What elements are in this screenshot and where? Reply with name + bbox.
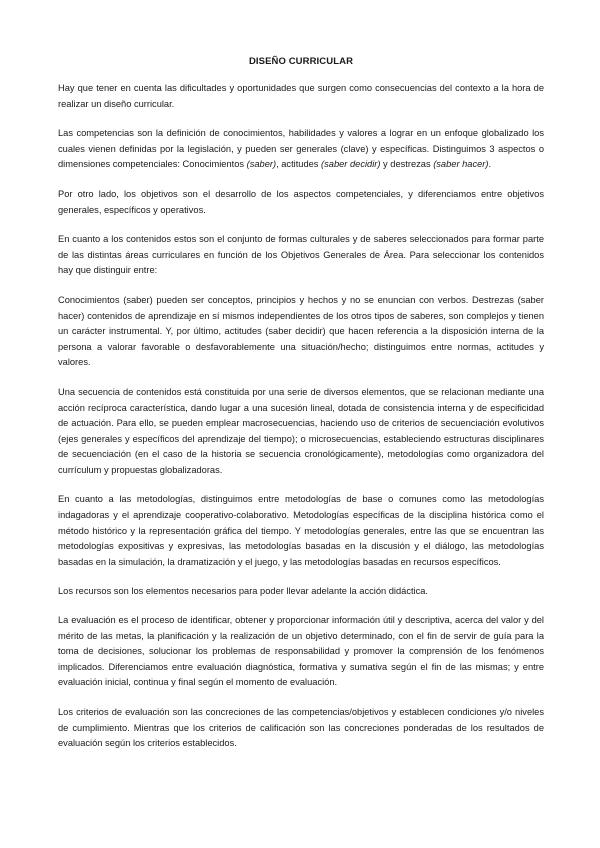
paragraph-competencias-text-4: .: [488, 159, 492, 170]
paragraph-criterios: Los criterios de evaluación son las concreciones de las competencias/objetivos y establecen condiciones y/o niveles de cumplimiento. Mientras que los criterios de calificación son las concreciones ponderadas de los resultados de evaluación según los criterios establecidos.: [58, 707, 544, 749]
paragraph-tipos-contenidos: Conocimientos (saber) pueden ser conceptos, principios y hechos y no se enuncian con verbos. Destrezas (saber hacer) contenidos de aprendizaje en sí mismos independientes de los otros tipos de saberes, son complejos y tienen un carácter instrumental. Y, por último, actitudes (saber decidir) que hacen referencia a la disposición interna de la persona a valorar favorable o desfavorablemente una situación/hecho; distinguimos entre normas, actitudes y valores.: [58, 294, 544, 368]
emphasis-saber-decidir: (saber decidir): [321, 159, 381, 170]
emphasis-saber: (saber): [246, 159, 277, 170]
paragraph-metodologias: En cuanto a las metodologías, distinguimos entre metodologías de base o comunes como las metodologías indagadoras y el aprendizaje cooperativo-colaborativo. Metodologías específicas de la disciplina histórica como el método histórico y la representación gráfica del tiempo. Y metodologías generales, entre las que se encuentran las metodologías expositivas y expresivas, las metodologías basadas en la discusión y el diálogo, las metodologías basadas en la simulación, la dramatización y el juego, y las metodologías basadas en recursos específicos.: [58, 494, 544, 567]
paragraph-objetivos: Por otro lado, los objetivos son el desarrollo de los aspectos competenciales, y diferenciamos entre objetivos generales, específicos y operativos.: [58, 188, 544, 215]
paragraph-context: Hay que tener en cuenta las dificultades y oportunidades que surgen como consecuencias del contexto a la hora de realizar un diseño curricular.: [58, 83, 544, 109]
paragraph-recursos: Los recursos son los elementos necesarios para poder llevar adelante la acción didáctica.: [58, 586, 429, 597]
emphasis-saber-hacer: (saber hacer): [433, 159, 489, 170]
paragraph-competencias-text-1: Las competencias son la definición de conocimientos, habilidades y valores a lograr en un enfoque globalizado los cuales vienen definidas por la legislación, y pueden ser generales (clave) y específicas. Distinguimos 3 aspectos o dimensiones competenciales: Conocimientos: [58, 128, 544, 170]
document-title: DISEÑO CURRICULAR: [248, 56, 354, 67]
paragraph-contenidos: En cuanto a los contenidos estos son el conjunto de formas culturales y de saberes seleccionados para formar parte de las distintas áreas curriculares en función de los Objetivos Generales de Área. Para seleccionar los contenidos hay que distinguir entre:: [58, 234, 544, 276]
paragraph-competencias-text-2: , actitudes: [276, 159, 322, 170]
paragraph-competencias-text-3: y destrezas: [380, 159, 434, 170]
paragraph-secuencia: Una secuencia de contenidos está constituida por una serie de diversos elementos, que se relacionan mediante una acción recíproca característica, dando lugar a una sucesión lineal, dotada de consistencia interna y de especificidad de actuación. Para ello, se pueden emplear macrosecuencias, haciendo uso de criterios de secuenciación evolutivos (ejes generales y específicos del aprendizaje del tiempo); o microsecuencias, estableciendo estructuras disciplinares de secuenciación (en el caso de la historia se secuencia cronológicamente), metodologías como organizadora del currículum y propuestas globalizadoras.: [58, 386, 544, 475]
paragraph-evaluacion: La evaluación es el proceso de identificar, obtener y proporcionar información útil y descriptiva, acerca del valor y del mérito de las metas, la planificación y la realización de un objetivo determinado, con el fin de servir de guía para la toma de decisiones, solucionar los problemas de responsabilidad y promover la comprensión de los fenómenos implicados. Diferenciamos entre evaluación diagnóstica, formativa y sumativa según el fin de las mismas; y entre evaluación inicial, continua y final según el momento de evaluación.: [58, 615, 544, 688]
paragraph-competencias: [58, 126, 544, 173]
